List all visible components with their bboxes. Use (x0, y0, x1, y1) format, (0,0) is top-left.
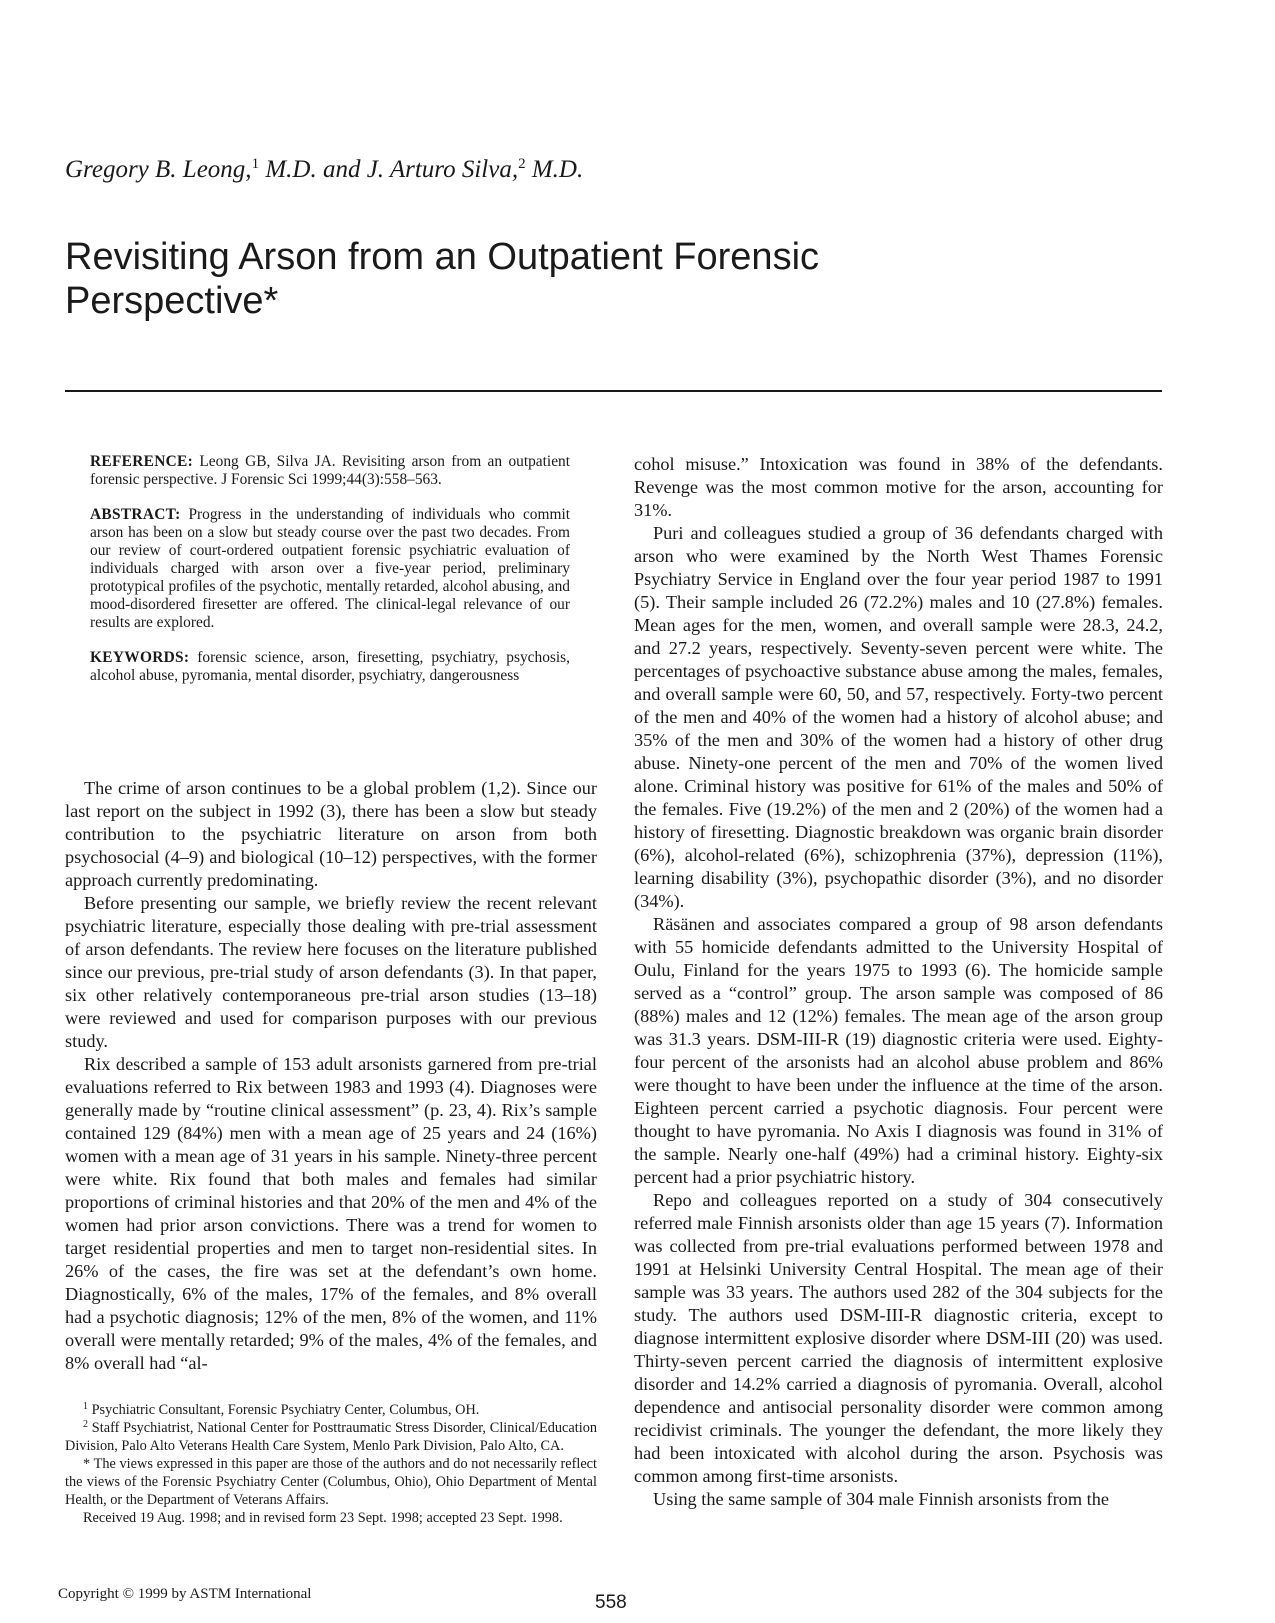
footnote-3: * The views expressed in this paper are those of the authors and do not necessarily reflect the views of the Forensic Psychiatry Center (Columbus, Ohio), Ohio Department of Mental Health, or the Department of Veterans Affairs. (65, 1456, 597, 1508)
abstract-label: ABSTRACT: (90, 506, 181, 523)
abstract-block (90, 453, 570, 702)
author1-degree: M.D. and J. Arturo Silva, (259, 156, 519, 183)
body-paragraph-continuation: cohol misuse.” Intoxication was found in 38% of the defendants. Revenge was the most common motive for the arson, accounting for 31%. (634, 454, 1163, 520)
footnote-1-text: Psychiatric Consultant, Forensic Psychiatry Center, Columbus, OH. (88, 1402, 480, 1418)
footnote-1 (65, 1401, 597, 1419)
author1-name: Gregory B. Leong, (65, 156, 252, 183)
reference-label: REFERENCE: (90, 453, 194, 470)
paper-title: Revisiting Arson from an Outpatient Forensic Perspective* (65, 236, 820, 322)
page-number: 558 (595, 1592, 627, 1613)
abstract-text: Progress in the understanding of individuals who commit arson has been on a slow but steady course over the past two decades. From our review of court-ordered outpatient forensic psychiatric evaluation of individuals charged with arson over a five-year period, preliminary prototypical profiles of the psychotic, mentally retarded, alcohol abusing, and mood-disordered firesetter are offered. The clinical-legal relevance of our results are explored. (90, 506, 570, 631)
keywords-paragraph (90, 649, 570, 685)
body-paragraph: Repo and colleagues reported on a study of 304 consecutively referred male Finnish arsonists older than age 15 years (7). Information was collected from pre-trial evaluations performed between 1978 and 1991 at Helsinki University Central Hospital. The mean age of their sample was 33 years. The authors used 282 of the 304 subjects for the study. The authors used DSM-III-R diagnostic criteria, except to diagnose intermittent explosive disorder where DSM-III (20) was used. Thirty-seven percent carried the diagnosis of intermittent explosive disorder and 14.2% carried a diagnosis of pyromania. Overall, alcohol dependence and antisocial personality disorder were common among recidivist criminals. The younger the defendant, the more likely they had been intoxicated with alcohol during the arson. Psychosis was common among first-time arsonists. (634, 1190, 1163, 1486)
keywords-label: KEYWORDS: (90, 649, 190, 666)
author2-degree: M.D. (525, 156, 584, 183)
footnotes (65, 1401, 597, 1527)
copyright-notice: Copyright © 1999 by ASTM International (58, 1586, 312, 1602)
body-paragraph: Räsänen and associates compared a group of 98 arson defendants with 55 homicide defendants admitted to the University Hospital of Oulu, Finland for the years 1975 to 1993 (6). The homicide sample served as a “control” group. The arson sample was composed of 86 (88%) males and 12 (12%) females. The mean age of the arson group was 31.3 years. DSM-III-R (19) diagnostic criteria were used. Eighty-four percent of the arsonists had an alcohol abuse problem and 86% were thought to have been under the influence at the time of the arson. Eighteen percent carried a psychotic diagnosis. Four percent were thought to have pyromania. No Axis I diagnosis was found in 31% of the sample. Nearly one-half (49%) had a criminal history. Eighty-six percent had a prior psychiatric history. (634, 914, 1163, 1187)
body-paragraph: The crime of arson continues to be a global problem (1,2). Since our last report on the subject in 1992 (3), there has been a slow but steady contribution to the psychiatric literature on arson from both psychosocial (4–9) and biological (10–12) perspectives, with the former approach currently predominating. (65, 778, 597, 890)
footnote-1-mark: 1 (83, 1401, 88, 1412)
author2-footnote-mark: 2 (518, 156, 526, 172)
body-paragraph: Before presenting our sample, we briefly review the recent relevant psychiatric literature, especially those dealing with pre-trial assessment of arson defendants. The review here focuses on the literature published since our previous, pre-trial study of arson defendants (3). In that paper, six other relatively contemporaneous pre-trial arson studies (13–18) were reviewed and used for comparison purposes with our previous study. (65, 893, 597, 1051)
keywords-text: forensic science, arson, firesetting, psychiatry, psychosis, alcohol abuse, pyromania, mental disorder, psychiatry, dangerousness (90, 649, 570, 684)
body-column-left (65, 777, 597, 1375)
reference-paragraph (90, 453, 570, 489)
body-paragraph: Puri and colleagues studied a group of 36 defendants charged with arson who were examined by the North West Thames Forensic Psychiatry Service in England over the four year period 1987 to 1991 (5). Their sample included 26 (72.2%) males and 10 (27.8%) females. Mean ages for the men, women, and overall sample were 28.3, 24.2, and 27.2 years, respectively. Seventy-seven percent were white. The percentages of psychoactive substance abuse among the males, females, and overall sample were 60, 50, and 57, respectively. Forty-two percent of the men and 40% of the women had a history of alcohol abuse; and 35% of the men and 30% of the women had a history of other drug abuse. Ninety-one percent of the men and 70% of the women lived alone. Criminal history was positive for 61% of the males and 50% of the females. Five (19.2%) of the men and 2 (20%) of the women had a history of firesetting. Diagnostic breakdown was organic brain disorder (6%), alcohol-related (6%), schizophrenia (37%), depression (11%), learning disability (3%), psychopathic disorder (3%), and no disorder (34%). (634, 523, 1163, 911)
body-paragraph: Using the same sample of 304 male Finnish arsonists from the (653, 1489, 1109, 1509)
footnote-2-text: Staff Psychiatrist, National Center for Posttraumatic Stress Disorder, Clinical/Education Division, Palo Alto Veterans Health Care System, Menlo Park Division, Palo Alto, CA. (65, 1420, 597, 1454)
abstract-paragraph (90, 506, 570, 632)
body-column-right (634, 453, 1163, 1511)
author1-footnote-mark: 1 (251, 156, 260, 172)
footnote-2 (65, 1419, 597, 1455)
body-paragraph: Rix described a sample of 153 adult arsonists garnered from pre-trial evaluations referred to Rix between 1983 and 1993 (4). Diagnoses were generally made by “routine clinical assessment” (p. 23, 4). Rix’s sample contained 129 (84%) men with a mean age of 25 years and 24 (16%) women with a mean age of 31 years in his sample. Ninety-three percent were white. Rix found that both males and females had similar proportions of criminal histories and that 20% of the men and 4% of the women had prior arson convictions. There was a trend for women to target residential properties and men to target non-residential sites. In 26% of the cases, the fire was set at the defendant’s own home. Diagnostically, 6% of the males, 17% of the females, and 8% overall had a psychotic diagnosis; 12% of the men, 8% of the women, and 11% overall were mentally retarded; 9% of the males, 4% of the females, and 8% overall had “al- (65, 1054, 597, 1373)
footnote-2-mark: 2 (83, 1419, 88, 1430)
received-dates: Received 19 Aug. 1998; and in revised form 23 Sept. 1998; accepted 23 Sept. 1998. (83, 1510, 563, 1526)
title-divider (65, 390, 1162, 392)
author-line (65, 156, 583, 184)
reference-text: Leong GB, Silva JA. Revisiting arson from an outpatient forensic perspective. J Forensic Sci 1999;44(3):558–563. (90, 453, 570, 488)
